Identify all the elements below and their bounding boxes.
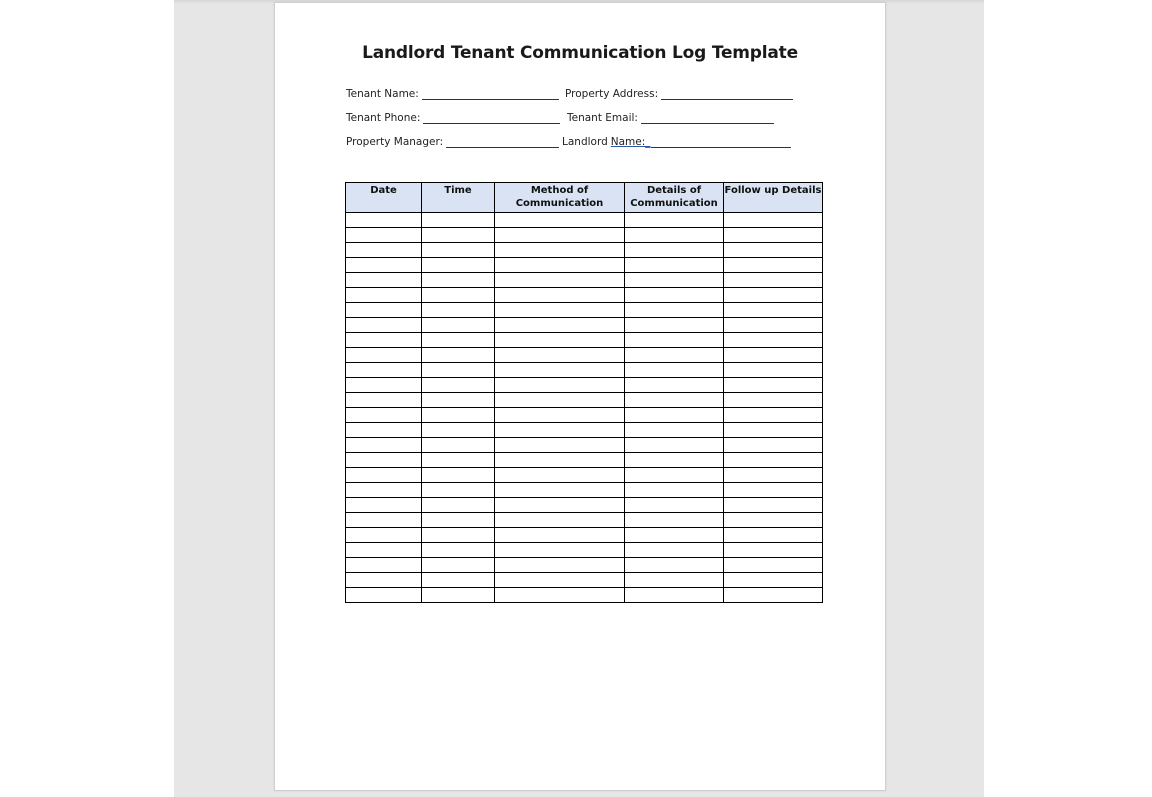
table-cell[interactable]	[422, 438, 495, 453]
table-cell[interactable]	[495, 573, 625, 588]
table-row	[346, 543, 823, 558]
table-cell[interactable]	[625, 423, 724, 438]
table-cell[interactable]	[422, 558, 495, 573]
table-cell[interactable]	[346, 588, 422, 603]
table-cell[interactable]	[625, 273, 724, 288]
tenant-email-field[interactable]	[567, 112, 774, 124]
table-cell[interactable]	[422, 258, 495, 273]
table-cell[interactable]	[346, 468, 422, 483]
document-viewer[interactable]	[174, 0, 984, 797]
table-cell[interactable]	[625, 588, 724, 603]
table-header-row	[346, 183, 823, 213]
table-row	[346, 258, 823, 273]
landlord-name-field[interactable]	[562, 136, 791, 148]
table-cell[interactable]	[495, 243, 625, 258]
property-address-field[interactable]	[565, 88, 793, 100]
table-cell[interactable]	[724, 303, 823, 318]
table-cell[interactable]	[724, 438, 823, 453]
header-time: Time	[422, 183, 495, 213]
table-cell[interactable]	[422, 213, 495, 228]
table-cell[interactable]	[724, 258, 823, 273]
table-cell[interactable]	[625, 243, 724, 258]
table-cell[interactable]	[724, 273, 823, 288]
table-cell[interactable]	[724, 213, 823, 228]
table-row	[346, 333, 823, 348]
table-row	[346, 288, 823, 303]
table-cell[interactable]	[724, 483, 823, 498]
table-cell[interactable]	[625, 303, 724, 318]
table-cell[interactable]	[724, 498, 823, 513]
table-cell[interactable]	[346, 228, 422, 243]
table-cell[interactable]	[346, 453, 422, 468]
property-manager-field[interactable]	[346, 136, 559, 148]
table-cell[interactable]	[346, 258, 422, 273]
table-cell[interactable]	[625, 318, 724, 333]
property-address-blank[interactable]	[661, 88, 793, 100]
table-cell[interactable]	[346, 243, 422, 258]
table-cell[interactable]	[495, 273, 625, 288]
table-cell[interactable]	[422, 348, 495, 363]
table-cell[interactable]	[625, 393, 724, 408]
table-cell[interactable]	[625, 288, 724, 303]
table-cell[interactable]	[724, 528, 823, 543]
table-cell[interactable]	[346, 528, 422, 543]
table-cell[interactable]	[724, 408, 823, 423]
table-cell[interactable]	[625, 438, 724, 453]
table-cell[interactable]	[625, 543, 724, 558]
table-cell[interactable]	[422, 243, 495, 258]
table-cell[interactable]	[495, 318, 625, 333]
table-cell[interactable]	[495, 393, 625, 408]
table-row	[346, 498, 823, 513]
table-cell[interactable]	[422, 528, 495, 543]
table-cell[interactable]	[495, 528, 625, 543]
table-cell[interactable]	[422, 483, 495, 498]
table-cell[interactable]	[422, 303, 495, 318]
property-address-label: Property Address:	[565, 88, 659, 100]
table-cell[interactable]	[724, 318, 823, 333]
table-cell[interactable]	[724, 393, 823, 408]
table-cell[interactable]	[724, 573, 823, 588]
table-cell[interactable]	[495, 483, 625, 498]
table-row	[346, 408, 823, 423]
table-cell[interactable]	[625, 468, 724, 483]
table-cell[interactable]	[495, 363, 625, 378]
table-cell[interactable]	[495, 378, 625, 393]
table-cell[interactable]	[495, 408, 625, 423]
table-row	[346, 228, 823, 243]
table-cell[interactable]	[422, 393, 495, 408]
table-cell[interactable]	[346, 393, 422, 408]
table-cell[interactable]	[625, 363, 724, 378]
landlord-name-blank[interactable]	[651, 136, 791, 148]
table-cell[interactable]	[346, 498, 422, 513]
table-cell[interactable]	[724, 348, 823, 363]
table-cell[interactable]	[625, 513, 724, 528]
table-row	[346, 363, 823, 378]
table-cell[interactable]	[346, 558, 422, 573]
table-cell[interactable]	[495, 498, 625, 513]
table-cell[interactable]	[724, 243, 823, 258]
table-row	[346, 453, 823, 468]
tenant-name-field[interactable]	[346, 88, 559, 100]
table-cell[interactable]	[495, 288, 625, 303]
table-row	[346, 588, 823, 603]
table-row	[346, 483, 823, 498]
table-row	[346, 468, 823, 483]
table-cell[interactable]	[422, 498, 495, 513]
table-cell[interactable]	[495, 213, 625, 228]
table-cell[interactable]	[422, 333, 495, 348]
table-cell[interactable]	[422, 378, 495, 393]
table-cell[interactable]	[346, 348, 422, 363]
table-cell[interactable]	[422, 468, 495, 483]
communication-log-table	[345, 182, 823, 603]
table-cell[interactable]	[724, 423, 823, 438]
table-cell[interactable]	[625, 408, 724, 423]
table-row	[346, 243, 823, 258]
table-cell[interactable]	[724, 228, 823, 243]
table-cell[interactable]	[495, 423, 625, 438]
table-cell[interactable]	[346, 213, 422, 228]
header-method: Method of Communication	[495, 183, 625, 213]
table-cell[interactable]	[724, 543, 823, 558]
table-cell[interactable]	[625, 213, 724, 228]
table-cell[interactable]	[346, 513, 422, 528]
table-cell[interactable]	[346, 333, 422, 348]
tenant-name-blank[interactable]	[422, 88, 559, 100]
table-cell[interactable]	[625, 483, 724, 498]
table-cell[interactable]	[625, 498, 724, 513]
table-cell[interactable]	[495, 258, 625, 273]
table-cell[interactable]	[346, 423, 422, 438]
table-cell[interactable]	[422, 288, 495, 303]
table-cell[interactable]	[625, 378, 724, 393]
header-follow-up: Follow up Details	[724, 183, 823, 213]
table-row	[346, 378, 823, 393]
table-cell[interactable]	[495, 453, 625, 468]
table-cell[interactable]	[422, 363, 495, 378]
header-date: Date	[346, 183, 422, 213]
table-cell[interactable]	[625, 573, 724, 588]
table-cell[interactable]	[495, 513, 625, 528]
tenant-phone-field[interactable]	[346, 112, 560, 124]
table-cell[interactable]	[495, 438, 625, 453]
table-cell[interactable]	[422, 588, 495, 603]
tenant-phone-blank[interactable]	[423, 112, 560, 124]
table-cell[interactable]	[495, 468, 625, 483]
table-row	[346, 318, 823, 333]
table-row	[346, 528, 823, 543]
table-cell[interactable]	[422, 318, 495, 333]
table-cell[interactable]	[724, 588, 823, 603]
table-cell[interactable]	[346, 318, 422, 333]
property-manager-blank[interactable]	[446, 136, 559, 148]
table-row	[346, 303, 823, 318]
table-cell[interactable]	[346, 438, 422, 453]
table-cell[interactable]	[346, 573, 422, 588]
table-cell[interactable]	[724, 558, 823, 573]
table-cell[interactable]	[422, 423, 495, 438]
tenant-email-label: Tenant Email:	[567, 112, 638, 124]
table-cell[interactable]	[422, 543, 495, 558]
tenant-email-blank[interactable]	[641, 112, 774, 124]
table-cell[interactable]	[625, 258, 724, 273]
table-cell[interactable]	[422, 453, 495, 468]
table-cell[interactable]	[495, 228, 625, 243]
table-row	[346, 558, 823, 573]
table-cell[interactable]	[346, 483, 422, 498]
table-body	[346, 213, 823, 603]
table-cell[interactable]	[724, 288, 823, 303]
table-row	[346, 573, 823, 588]
table-cell[interactable]	[346, 378, 422, 393]
table-row	[346, 438, 823, 453]
table-row	[346, 348, 823, 363]
table-cell[interactable]	[495, 333, 625, 348]
table-cell[interactable]	[625, 228, 724, 243]
table-cell[interactable]	[495, 303, 625, 318]
table-cell[interactable]	[495, 348, 625, 363]
table-cell[interactable]	[422, 273, 495, 288]
document-title: Landlord Tenant Communication Log Template	[362, 43, 798, 63]
table-cell[interactable]	[625, 528, 724, 543]
table-cell[interactable]	[346, 363, 422, 378]
property-manager-label: Property Manager:	[346, 136, 444, 148]
table-cell[interactable]	[625, 333, 724, 348]
landlord-name-prefix: Landlord	[562, 136, 608, 148]
tenant-phone-label: Tenant Phone:	[346, 112, 421, 124]
landlord-name-word: Name:_	[610, 136, 651, 148]
table-cell[interactable]	[495, 558, 625, 573]
table-row	[346, 423, 823, 438]
table-cell[interactable]	[625, 348, 724, 363]
table-cell[interactable]	[346, 543, 422, 558]
table-cell[interactable]	[724, 513, 823, 528]
table-row	[346, 213, 823, 228]
table-cell[interactable]	[346, 303, 422, 318]
table-cell[interactable]	[724, 468, 823, 483]
table-row	[346, 393, 823, 408]
table-row	[346, 513, 823, 528]
table-cell[interactable]	[724, 378, 823, 393]
table-cell[interactable]	[495, 543, 625, 558]
table-cell[interactable]	[625, 453, 724, 468]
table-cell[interactable]	[346, 273, 422, 288]
tenant-name-label: Tenant Name:	[346, 88, 419, 100]
table-cell[interactable]	[346, 408, 422, 423]
table-cell[interactable]	[422, 513, 495, 528]
header-details: Details of Communication	[625, 183, 724, 213]
table-cell[interactable]	[346, 288, 422, 303]
table-cell[interactable]	[495, 588, 625, 603]
table-cell[interactable]	[724, 453, 823, 468]
table-cell[interactable]	[625, 558, 724, 573]
table-cell[interactable]	[422, 408, 495, 423]
table-row	[346, 273, 823, 288]
table-cell[interactable]	[422, 573, 495, 588]
document-page	[274, 2, 886, 791]
table-cell[interactable]	[724, 363, 823, 378]
table-cell[interactable]	[422, 228, 495, 243]
table-cell[interactable]	[724, 333, 823, 348]
